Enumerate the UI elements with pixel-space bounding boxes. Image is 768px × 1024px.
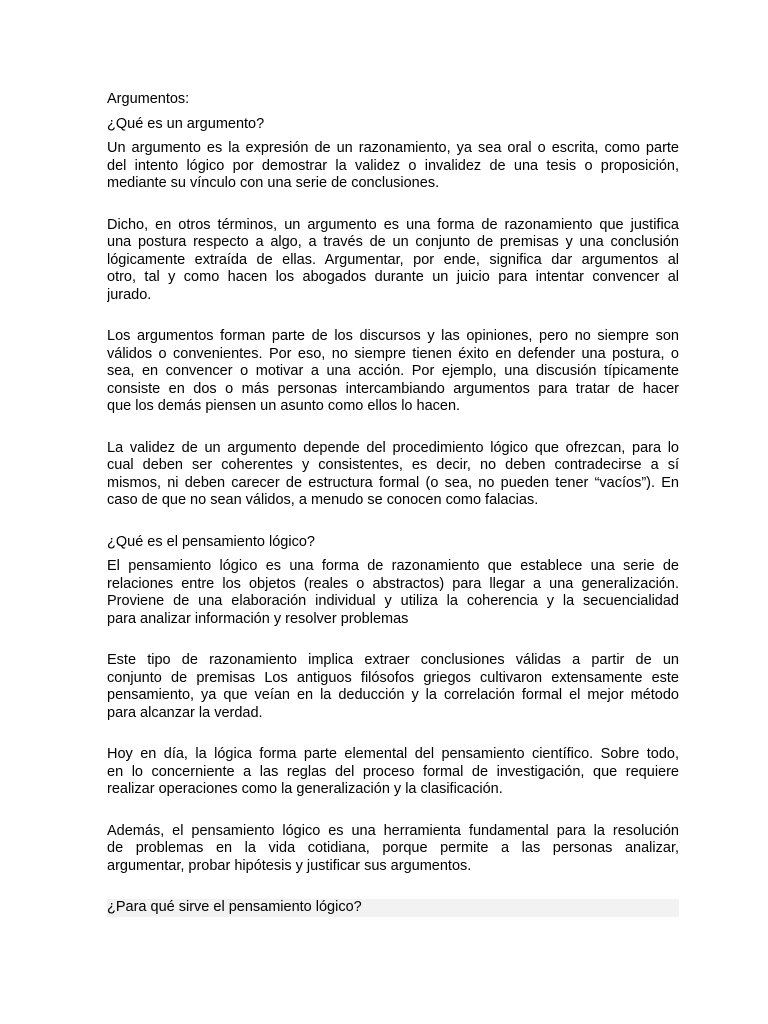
paragraph-line: lógicamente extraída de ellas. Argumentar, por ende, significa dar argumentos al	[107, 251, 679, 268]
paragraph-line: conjunto de premisas Los antiguos filósofos griegos cultivaron extensamente este	[107, 669, 679, 686]
question-heading-purpose: ¿Para qué sirve el pensamiento lógico?	[107, 899, 679, 917]
paragraph-argument-discourse	[107, 328, 679, 416]
paragraph-line: para analizar información y resolver problemas	[107, 610, 409, 627]
document-page	[107, 91, 679, 917]
paragraph-line: para alcanzar la verdad.	[107, 704, 263, 721]
paragraph-line: otro, tal y como hacen los abogados durante un juicio para intentar convencer al	[107, 269, 679, 285]
paragraph-logic-reasoning	[107, 652, 679, 722]
paragraph-line: Además, el pensamiento lógico es una herramienta fundamental para la resolución	[107, 822, 679, 839]
paragraph-line: cual deben ser coherentes y consistentes, es decir, no deben contradecirse a sí	[107, 457, 679, 473]
paragraph-line: Este tipo de razonamiento implica extraer conclusiones válidas a partir de un	[107, 652, 679, 668]
paragraph-logic-definition	[107, 558, 679, 628]
paragraph-line: realizar operaciones como la generalización y la clasificación.	[107, 781, 503, 797]
paragraph-line: mismos, ni deben carecer de estructura formal (o sea, no pueden tener “vacíos”). En	[107, 474, 679, 491]
paragraph-line: del intento lógico por demostrar la validez o invalidez de una tesis o proposición,	[107, 157, 679, 174]
paragraph-line: La validez de un argumento depende del procedimiento lógico que ofrezcan, para lo	[107, 439, 679, 456]
paragraph-line: de problemas en la vida cotidiana, porque permite a las personas analizar,	[107, 840, 679, 856]
paragraph-line: Dicho, en otros términos, un argumento es una forma de razonamiento que justifica	[107, 216, 679, 233]
paragraph-line: Un argumento es la expresión de un razonamiento, ya sea oral o escrita, como parte	[107, 140, 679, 156]
question-heading-argument: ¿Qué es un argumento?	[107, 115, 265, 132]
paragraph-line: argumentar, probar hipótesis y justificar sus argumentos.	[107, 857, 472, 874]
paragraph-line: que los demás piensen un asunto como ellos lo hacen.	[107, 398, 461, 414]
paragraph-line: relaciones entre los objetos (reales o abstractos) para llegar a una generalización.	[107, 575, 679, 592]
question-heading-logic: ¿Qué es el pensamiento lógico?	[107, 533, 315, 550]
paragraph-line: mediante su vínculo con una serie de conclusiones.	[107, 175, 440, 191]
paragraph-argument-definition	[107, 140, 679, 193]
paragraph-line: en lo concerniente a las reglas del proceso formal de investigación, que requiere	[107, 763, 679, 780]
paragraph-argument-validity	[107, 440, 679, 510]
paragraph-logic-everyday	[107, 823, 679, 876]
paragraph-line: Los argumentos forman parte de los discursos y las opiniones, pero no siempre son	[107, 328, 679, 344]
paragraph-line: válidos o convenientes. Por eso, no siempre tienen éxito en defender una postura, o	[107, 345, 679, 362]
paragraph-line: jurado.	[107, 286, 152, 303]
paragraph-line: consiste en dos o más personas intercambiando argumentos para tratar de hacer	[107, 380, 679, 397]
paragraph-argument-reasoning	[107, 217, 679, 305]
paragraph-line: pensamiento, ya que veían en la deducción y la correlación formal el mejor método	[107, 687, 679, 703]
paragraph-logic-science	[107, 746, 679, 799]
paragraph-line: una postura respecto a algo, a través de un conjunto de premisas y una conclusión	[107, 234, 679, 250]
paragraph-line: caso de que no sean válidos, a menudo se conocen como falacias.	[107, 492, 539, 508]
paragraph-line: Proviene de una elaboración individual y utiliza la coherencia y la secuencialidad	[107, 593, 679, 609]
paragraph-line: Hoy en día, la lógica forma parte elemental del pensamiento científico. Sobre todo,	[107, 746, 679, 762]
paragraph-line: sea, en convencer o motivar a una acción. Por ejemplo, una discusión típicamente	[107, 363, 679, 379]
section-heading-arguments: Argumentos:	[107, 91, 190, 107]
paragraph-line: El pensamiento lógico es una forma de razonamiento que establece una serie de	[107, 558, 679, 574]
